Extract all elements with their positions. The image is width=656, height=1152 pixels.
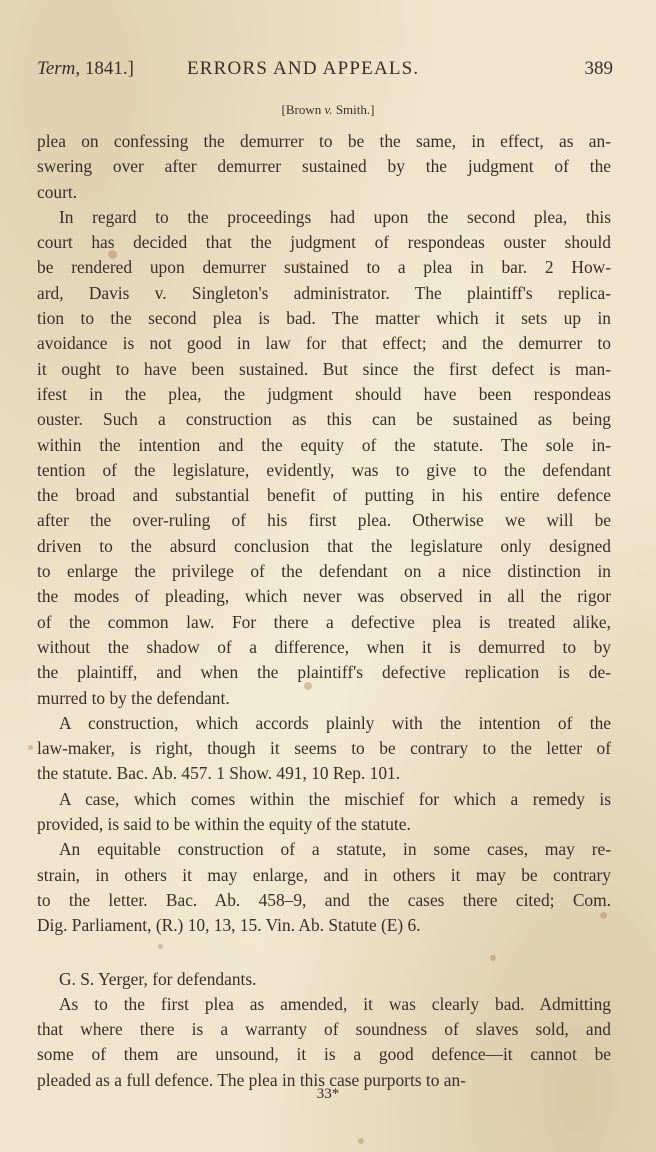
text-line: pleaded as a full defence. The plea in this case purports to an- xyxy=(37,1069,466,1090)
paragraph-gap xyxy=(37,939,611,967)
text-line: the broad and substantial benefit of putting in his entire defence xyxy=(37,485,611,506)
signature-mark: 33* xyxy=(316,1086,340,1102)
text-line: within the intention and the equity of the statute. The sole in- xyxy=(37,434,611,455)
text-line: to the letter. Bac. Ab. 458–9, and the cases there cited; Com. xyxy=(37,889,611,910)
text-line: As to the first plea as amended, it was clearly bad. Admitting xyxy=(59,993,611,1014)
foxing-spot xyxy=(358,1138,364,1144)
text-line: tention of the legislature, evidently, was to give to the defendant xyxy=(37,459,611,480)
header-title: ERRORS AND APPEALS. xyxy=(187,58,420,79)
paragraph xyxy=(37,837,611,938)
foxing-spot xyxy=(108,250,117,259)
foxing-spot xyxy=(158,944,163,949)
text-line: In regard to the proceedings had upon the second plea, this xyxy=(59,206,611,227)
text-line: ouster. Such a construction as this can be sustained as being xyxy=(37,409,611,430)
paragraph xyxy=(37,967,611,992)
text-line: law-maker, is right, though it seems to be contrary to the letter of xyxy=(37,738,611,759)
text-line: the plaintiff, and when the plaintiff's defective replication is de- xyxy=(37,662,611,683)
paragraph xyxy=(37,787,611,838)
text-line: the modes of pleading, which never was observed in all the rigor xyxy=(37,586,611,607)
foxing-spot xyxy=(28,745,33,750)
page-number: 389 xyxy=(584,58,613,79)
text-line: court has decided that the judgment of respondeas ouster should xyxy=(37,232,611,253)
case-caption: [Brown v. Smith.] xyxy=(281,102,375,117)
foxing-spot xyxy=(304,682,312,690)
text-line: tion to the second plea is bad. The matter which it sets up in xyxy=(37,308,611,329)
text-line: the statute. Bac. Ab. 457. 1 Show. 491, 10 Rep. 101. xyxy=(37,763,401,784)
running-header xyxy=(37,58,613,88)
paragraph xyxy=(37,711,611,787)
text-line: plea on confessing the demurrer to be the same, in effect, as an- xyxy=(37,131,611,151)
text-line: provided, is said to be within the equity of the statute. xyxy=(37,814,411,835)
text-line: be rendered upon demurrer sustained to a plea in bar. 2 How- xyxy=(37,257,611,278)
text-line: after the over-ruling of his first plea. Otherwise we will be xyxy=(37,510,611,531)
text-line: of the common law. For there a defective plea is treated alike, xyxy=(37,611,611,632)
paragraph xyxy=(37,992,611,1093)
text-line: A construction, which accords plainly with the intention of the xyxy=(59,712,611,733)
text-line: Dig. Parliament, (R.) 10, 13, 15. Vin. Ab. Statute (E) 6. xyxy=(37,915,421,936)
text-line: to enlarge the privilege of the defendant on a nice distinction in xyxy=(37,561,611,582)
text-line: some of them are unsound, it is a good defence—it cannot be xyxy=(37,1044,611,1065)
term-label: Term, 1841.] xyxy=(37,58,134,79)
text-line: without the shadow of a difference, when it is demurred to by xyxy=(37,636,611,657)
paragraph xyxy=(37,205,611,711)
text-line: driven to the absurd conclusion that the legislature only designed xyxy=(37,535,611,556)
text-line: G. S. Yerger, for defendants. xyxy=(59,968,257,989)
text-line: strain, in others it may enlarge, and in others it may be contrary xyxy=(37,864,611,885)
text-line: ard, Davis v. Singleton's administrator. The plaintiff's replica- xyxy=(37,282,611,303)
paragraph xyxy=(37,129,611,205)
body-text xyxy=(37,129,611,1093)
foxing-spot xyxy=(298,262,304,268)
foxing-spot xyxy=(490,955,496,961)
text-line: that where there is a warranty of soundness of slaves sold, and xyxy=(37,1019,611,1040)
text-line: ifest in the plea, the judgment should have been respondeas xyxy=(37,383,611,404)
text-line: A case, which comes within the mischief for which a remedy is xyxy=(59,788,611,809)
text-line: it ought to have been sustained. But since the first defect is man- xyxy=(37,358,611,379)
text-line: court. xyxy=(37,181,78,202)
text-line: avoidance is not good in law for that effect; and the demurrer to xyxy=(37,333,611,354)
text-line: An equitable construction of a statute, in some cases, may re- xyxy=(59,839,611,860)
text-line: murred to by the defendant. xyxy=(37,687,230,708)
text-line: swering over after demurrer sustained by the judgment of the xyxy=(37,156,611,177)
foxing-spot xyxy=(600,912,607,919)
